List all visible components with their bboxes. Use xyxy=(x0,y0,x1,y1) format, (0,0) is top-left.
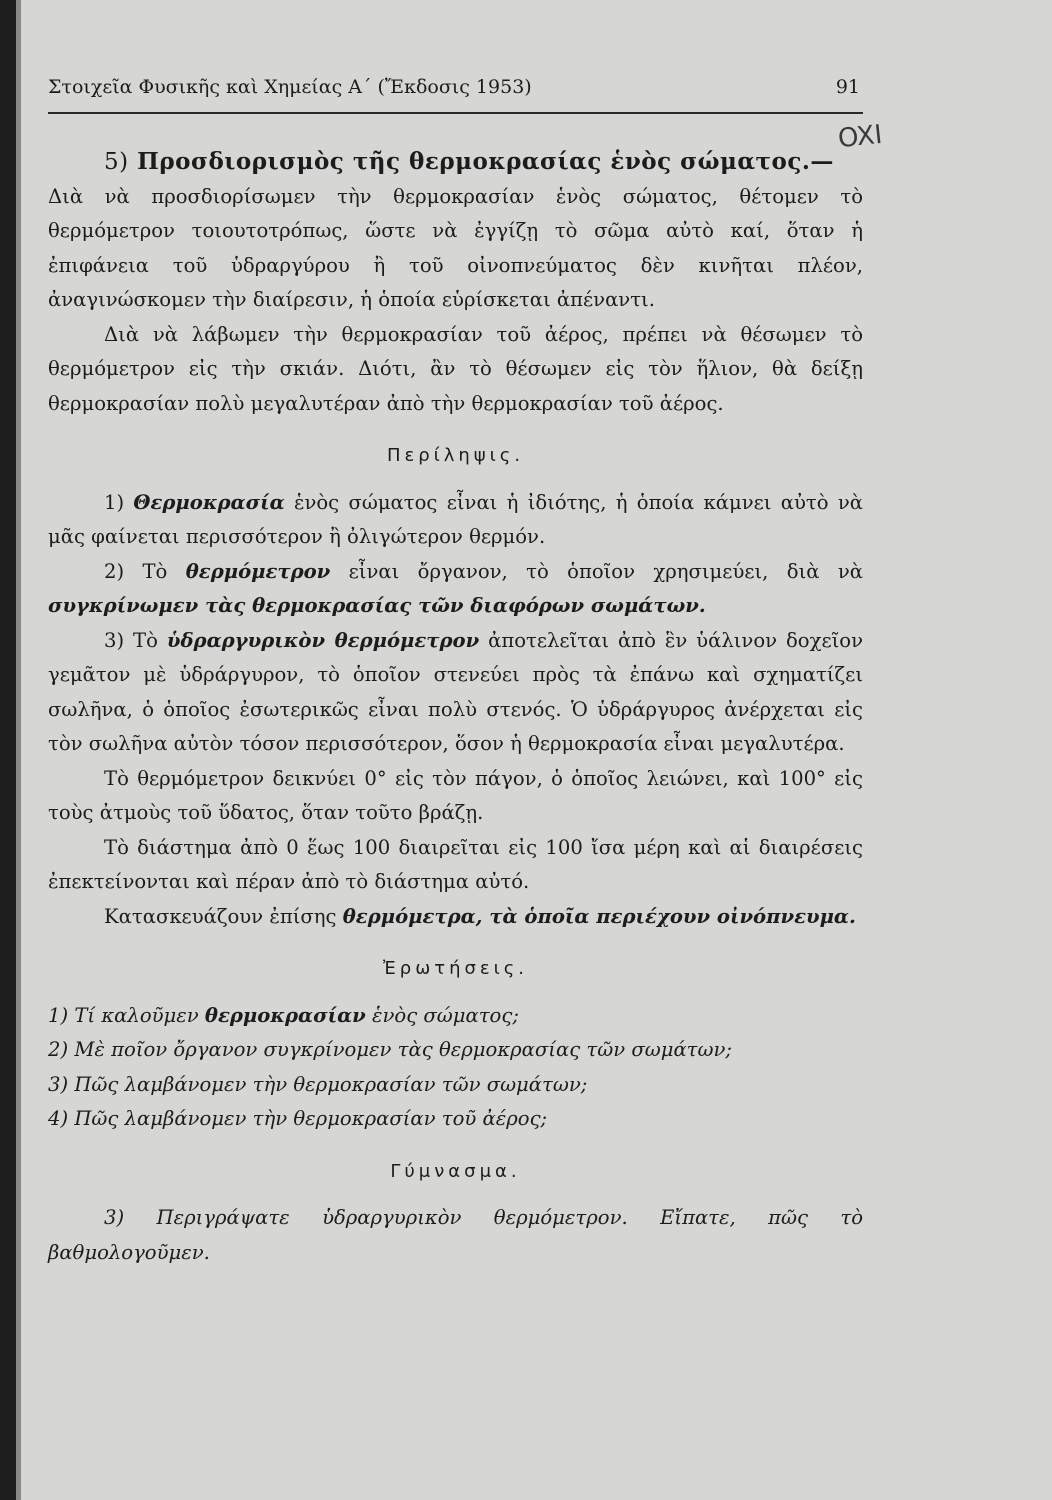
page-number: 91 xyxy=(835,76,860,98)
term: συγκρίνωμεν τὰς θερμοκρασίας τῶν διαφόρων σωμάτων. xyxy=(48,594,706,617)
questions-heading: Ἐρωτήσεις. xyxy=(382,958,529,979)
exercise-heading: Γύμνασμα. xyxy=(390,1160,521,1182)
page-body xyxy=(48,145,863,1270)
summary-heading: Περίληψις. xyxy=(386,445,525,466)
book-title: Στοιχεῖα Φυσικῆς καὶ Χημείας Α΄ (Ἔκδοσις 1953) xyxy=(48,76,532,98)
item-text: Κατασκευάζουν ἐπίσης xyxy=(104,904,343,928)
header-rule xyxy=(48,112,863,114)
item-text: εἶναι ὄργανον, τὸ ὁποῖον χρησιμεύει, διὰ νὰ xyxy=(330,559,863,583)
item-prefix: 2) Τὸ xyxy=(104,559,186,583)
binding-edge xyxy=(0,0,16,1500)
term: Θερμοκρασία xyxy=(133,490,285,514)
item-text: ἀποτελεῖται ἀπὸ ἓν ὑάλινον δοχεῖον γεμᾶτον μὲ ὑδράργυρον, τὸ ὁποῖον στενεύει πρὸς τὰ ἐπάνω καὶ σχηματίζει σωλῆνα, ὁ ὁποῖος ἐσωτερικῶς εἶναι πολὺ στενός. Ὁ ὑδράργυρος ἀνέρχεται εἰς τὸν σωλῆνα αὐτὸν τόσον περισσότερον, ὅσον ἡ θερμοκρασία εἶναι μεγαλυτέρα. xyxy=(48,628,863,755)
handwritten-note: OXI xyxy=(836,119,884,155)
paragraph: Διὰ νὰ λάβωμεν τὴν θερμοκρασίαν τοῦ ἀέρος, πρέπει νὰ θέσωμεν τὸ θερμόμετρον εἰς τὴν σκιάν. Διότι, ἂν τὸ θέσωμεν εἰς τὸν ἥλιον, θὰ δείξῃ θερμοκρασίαν πολὺ μεγαλυτέραν ἀπὸ τὴν θερμοκρασίαν τοῦ ἀέρος. xyxy=(48,322,863,415)
question-1 xyxy=(48,999,863,1034)
binding-shadow xyxy=(16,0,21,1500)
section-number: 5) xyxy=(104,149,129,175)
summary-item-3 xyxy=(48,624,863,762)
question-3: 3) Πῶς λαμβάνομεν τὴν θερμοκρασίαν τῶν σωμάτων; xyxy=(48,1072,588,1096)
paragraph xyxy=(48,900,863,935)
running-head xyxy=(48,76,860,106)
paragraph: Τὸ θερμόμετρον δεικνύει 0° εἰς τὸν πάγον, ὁ ὁποῖος λειώνει, καὶ 100° εἰς τοὺς ἀτμοὺς τοῦ ὕδατος, ὅταν τοῦτο βράζῃ. xyxy=(48,766,863,824)
term: θερμοκρασίαν xyxy=(204,1003,366,1027)
section-title-text: Προσδιορισμὸς τῆς θερμοκρασίας ἑνὸς σώματος.— xyxy=(137,148,834,175)
question-4: 4) Πῶς λαμβάνομεν τὴν θερμοκρασίαν τοῦ ἀέρος; xyxy=(48,1107,548,1130)
section-title xyxy=(48,145,863,180)
question-2: 2) Μὲ ποῖον ὄργανον συγκρίνομεν τὰς θερμοκρασίας τῶν σωμάτων; xyxy=(48,1038,733,1061)
paragraph: Τὸ διάστημα ἀπὸ 0 ἕως 100 διαιρεῖται εἰς 100 ἴσα μέρη καὶ αἱ διαιρέσεις ἐπεκτείνονται καὶ πέραν ἀπὸ τὸ διάστημα αὐτό. xyxy=(48,835,863,893)
item-prefix: 3) Τὸ xyxy=(104,628,167,652)
term: θερμόμετρα, τὰ ὁποῖα περιέχουν οἰνόπνευμα. xyxy=(342,904,856,928)
term: θερμόμετρον xyxy=(185,559,331,583)
exercise-text: 3) Περιγράψατε ὑδραργυρικὸν θερμόμετρον. Εἴπατε, πῶς τὸ βαθμολογοῦμεν. xyxy=(48,1206,863,1264)
summary-item-1 xyxy=(48,486,863,555)
item-prefix: 1) xyxy=(104,490,134,514)
summary-item-2 xyxy=(48,555,863,624)
term: ὑδραργυρικὸν θερμόμετρον xyxy=(166,628,480,652)
item-text: ἑνὸς σώματος εἶναι ἡ ἰδιότης, ἡ ὁποία κάμνει αὐτὸ νὰ μᾶς φαίνεται περισσότερον ἢ ὀλιγώτερον θερμόν. xyxy=(48,490,863,548)
question-text: 1) Τί καλοῦμεν xyxy=(48,1003,205,1027)
question-text: ἑνὸς σώματος; xyxy=(365,1003,519,1027)
paragraph: Διὰ νὰ προσδιορίσωμεν τὴν θερμοκρασίαν ἑνὸς σώματος, θέτομεν τὸ θερμόμετρον τοιουτοτρόπως, ὥστε νὰ ἐγγίζῃ τὸ σῶμα αὐτὸ καί, ὅταν ἡ ἐπιφάνεια τοῦ ὑδραργύρου ἢ τοῦ οἰνοπνεύματος δὲν κινῆται πλέον, ἀναγινώσκομεν τὴν διαίρεσιν, ἡ ὁποία εὑρίσκεται ἀπέναντι. xyxy=(48,184,863,311)
